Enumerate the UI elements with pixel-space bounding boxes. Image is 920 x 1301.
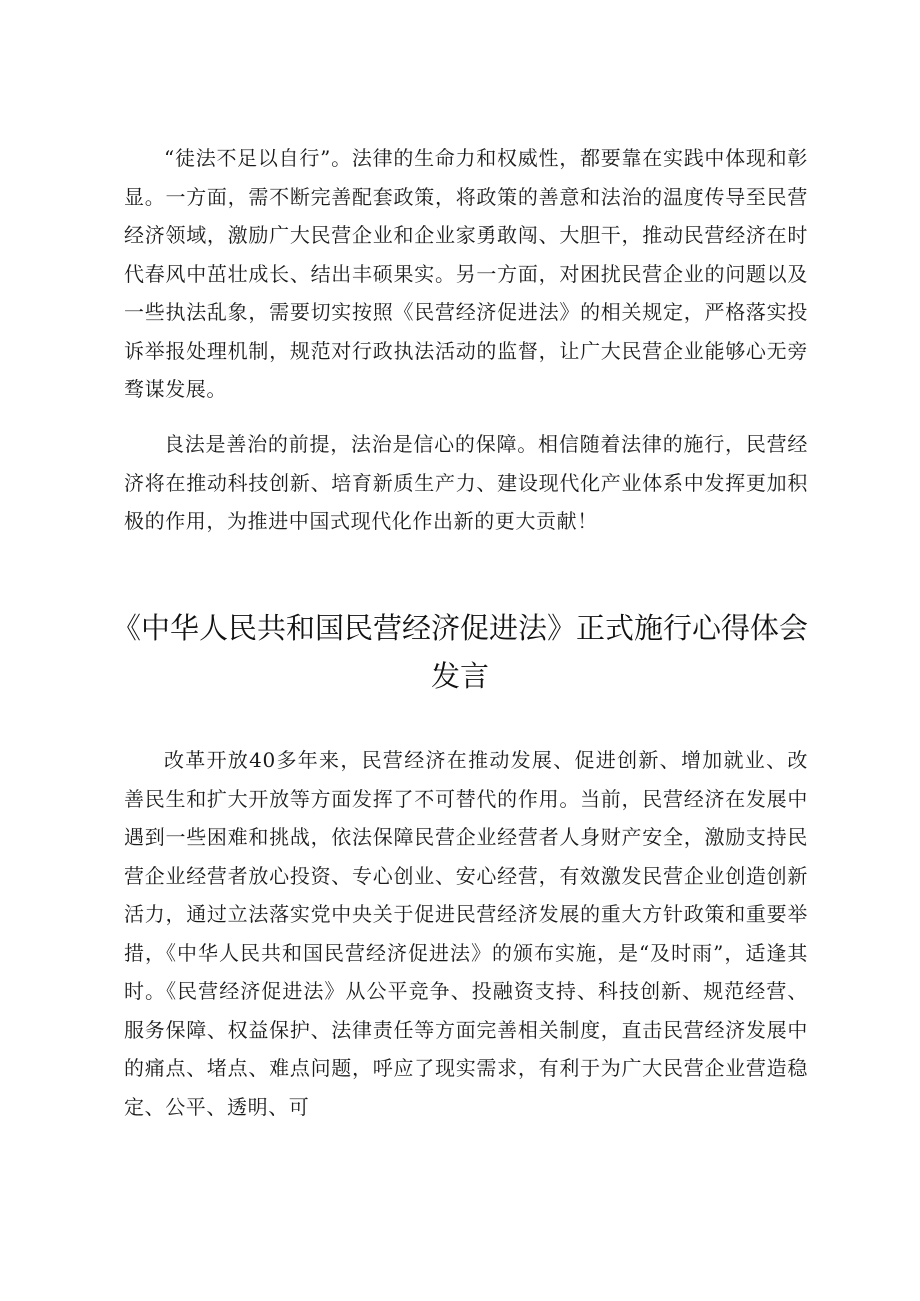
paragraph-rule-of-law-practice: “徒法不足以自行”。法律的生命力和权威性，都要靠在实践中体现和彰显。一方面，需不断完善配套政策，将政策的善意和法治的温度传导至民营经济领域，激励广大民营企业和企业家勇敢闯、大胆干，推动民营经济在时代春风中茁壮成长、结出丰硕果实。另一方面，对困扰民营企业的问题以及一些执法乱象，需要切实按照《民营经济促进法》的相关规定，严格落实投诉举报处理机制，规范对行政执法活动的监督，让广大民营企业能够心无旁骛谋发展。 <box>124 146 808 401</box>
section-title-line-1: 《中华人民共和国民营经济促进法》正式施行心得体会 <box>111 611 808 645</box>
section-title <box>110 604 810 700</box>
paragraph-conclusion: 良法是善治的前提，法治是信心的保障。相信随着法律的施行，民营经济将在推动科技创新、培育新质生产力、建设现代化产业体系中发挥更加积极的作用，为推进中国式现代化作出新的更大贡献！ <box>124 432 808 533</box>
paragraph-reform-opening: 改革开放40多年来，民营经济在推动发展、促进创新、增加就业、改善民生和扩大开放等方面发挥了不可替代的作用。当前，民营经济在发展中遇到一些困难和挑战，依法保障民营企业经营者人身财产安全，激励支持民营企业经营者放心投资、专心创业、安心经营，有效激发民营企业创造创新活力，通过立法落实党中央关于促进民营经济发展的重大方针政策和重要举措，《中华人民共和国民营经济促进法》的颁布实施，是“及时雨”，适逢其时。《民营经济促进法》从公平竞争、投融资支持、科技创新、规范经营、服务保障、权益保护、法律责任等方面完善相关制度，直击民营经济发展中的痛点、堵点、难点问题，呼应了现实需求，有利于为广大民营企业营造稳定、公平、透明、可 <box>124 748 808 1119</box>
section-title-line-2: 发言 <box>430 659 489 693</box>
